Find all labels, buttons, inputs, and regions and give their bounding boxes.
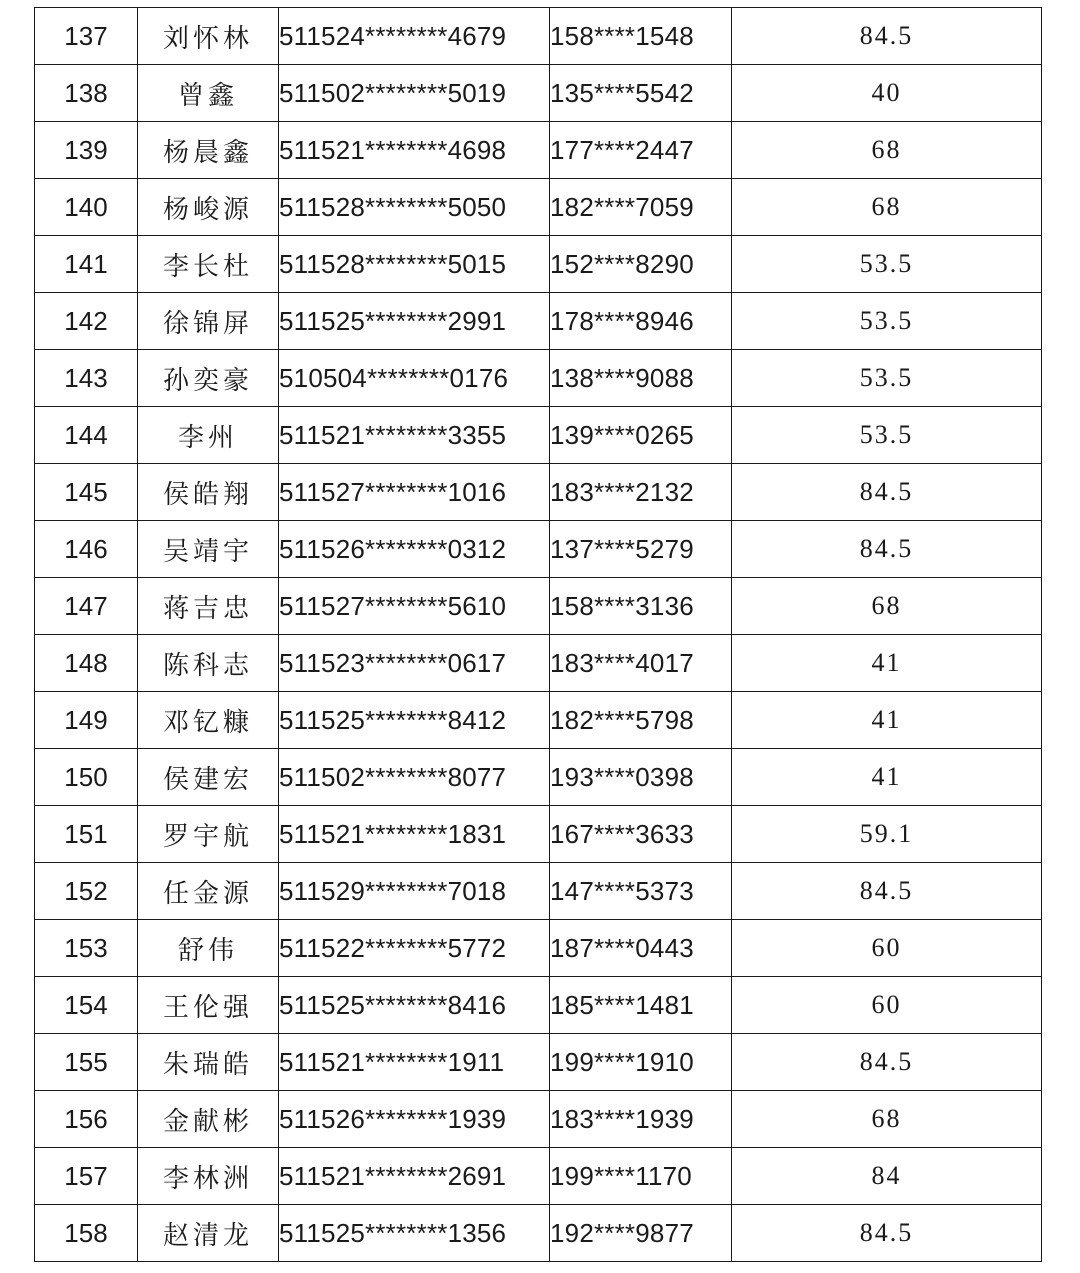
table-row [35,122,1042,179]
phone-number-cell: 193****0398 [550,749,732,806]
id-number-cell: 511526********1939 [279,1091,550,1148]
name-cell: 金献彬 [138,1091,279,1148]
name-cell: 侯皓翔 [138,464,279,521]
table-row [35,65,1042,122]
row-number-cell: 142 [35,293,138,350]
row-number-cell: 155 [35,1034,138,1091]
table-row [35,749,1042,806]
name-cell: 杨峻源 [138,179,279,236]
score-cell: 84.5 [732,1034,1042,1091]
id-number-cell: 511529********7018 [279,863,550,920]
id-number-cell: 511527********1016 [279,464,550,521]
name-cell: 徐锦屏 [138,293,279,350]
table-row [35,977,1042,1034]
row-number-cell: 153 [35,920,138,977]
phone-number-cell: 177****2447 [550,122,732,179]
table-row [35,521,1042,578]
row-number-cell: 149 [35,692,138,749]
name-cell: 李林洲 [138,1148,279,1205]
id-number-cell: 510504********0176 [279,350,550,407]
table-row [35,293,1042,350]
table-row [35,578,1042,635]
score-cell: 41 [732,692,1042,749]
phone-number-cell: 183****1939 [550,1091,732,1148]
row-number-cell: 158 [35,1205,138,1262]
phone-number-cell: 192****9877 [550,1205,732,1262]
score-cell: 53.5 [732,293,1042,350]
phone-number-cell: 183****2132 [550,464,732,521]
id-number-cell: 511521********3355 [279,407,550,464]
phone-number-cell: 139****0265 [550,407,732,464]
table-row [35,236,1042,293]
name-cell: 舒伟 [138,920,279,977]
table-row [35,179,1042,236]
id-number-cell: 511502********8077 [279,749,550,806]
name-cell: 王伦强 [138,977,279,1034]
name-cell: 赵清龙 [138,1205,279,1262]
row-number-cell: 138 [35,65,138,122]
id-number-cell: 511526********0312 [279,521,550,578]
score-cell: 84.5 [732,863,1042,920]
row-number-cell: 154 [35,977,138,1034]
table-row [35,806,1042,863]
row-number-cell: 144 [35,407,138,464]
score-cell: 41 [732,635,1042,692]
row-number-cell: 140 [35,179,138,236]
row-number-cell: 157 [35,1148,138,1205]
score-cell: 53.5 [732,236,1042,293]
phone-number-cell: 138****9088 [550,350,732,407]
id-number-cell: 511525********8412 [279,692,550,749]
name-cell: 孙奕豪 [138,350,279,407]
row-number-cell: 148 [35,635,138,692]
name-cell: 侯建宏 [138,749,279,806]
id-number-cell: 511522********5772 [279,920,550,977]
table-row [35,1205,1042,1262]
name-cell: 曾鑫 [138,65,279,122]
id-number-cell: 511521********2691 [279,1148,550,1205]
id-number-cell: 511528********5050 [279,179,550,236]
score-cell: 84 [732,1148,1042,1205]
table-row [35,863,1042,920]
score-cell: 68 [732,1091,1042,1148]
row-number-cell: 150 [35,749,138,806]
table-row [35,1091,1042,1148]
id-number-cell: 511525********2991 [279,293,550,350]
phone-number-cell: 199****1170 [550,1148,732,1205]
roster-table-body [35,8,1042,1262]
id-number-cell: 511527********5610 [279,578,550,635]
name-cell: 李长杜 [138,236,279,293]
name-cell: 李州 [138,407,279,464]
table-row [35,692,1042,749]
score-cell: 68 [732,122,1042,179]
table-row [35,350,1042,407]
id-number-cell: 511525********1356 [279,1205,550,1262]
phone-number-cell: 183****4017 [550,635,732,692]
table-row [35,1034,1042,1091]
id-number-cell: 511521********1911 [279,1034,550,1091]
row-number-cell: 156 [35,1091,138,1148]
score-cell: 53.5 [732,350,1042,407]
phone-number-cell: 158****3136 [550,578,732,635]
table-row [35,635,1042,692]
phone-number-cell: 199****1910 [550,1034,732,1091]
name-cell: 朱瑞皓 [138,1034,279,1091]
phone-number-cell: 147****5373 [550,863,732,920]
id-number-cell: 511528********5015 [279,236,550,293]
table-row [35,464,1042,521]
score-cell: 40 [732,65,1042,122]
phone-number-cell: 135****5542 [550,65,732,122]
table-row [35,920,1042,977]
table-row [35,8,1042,65]
score-cell: 68 [732,179,1042,236]
row-number-cell: 141 [35,236,138,293]
name-cell: 刘怀林 [138,8,279,65]
score-cell: 84.5 [732,8,1042,65]
score-cell: 41 [732,749,1042,806]
phone-number-cell: 182****7059 [550,179,732,236]
phone-number-cell: 158****1548 [550,8,732,65]
score-cell: 84.5 [732,521,1042,578]
id-number-cell: 511502********5019 [279,65,550,122]
id-number-cell: 511525********8416 [279,977,550,1034]
id-number-cell: 511521********1831 [279,806,550,863]
table-row [35,407,1042,464]
name-cell: 陈科志 [138,635,279,692]
row-number-cell: 139 [35,122,138,179]
phone-number-cell: 167****3633 [550,806,732,863]
id-number-cell: 511521********4698 [279,122,550,179]
row-number-cell: 137 [35,8,138,65]
row-number-cell: 145 [35,464,138,521]
score-cell: 60 [732,977,1042,1034]
score-cell: 84.5 [732,1205,1042,1262]
score-cell: 84.5 [732,464,1042,521]
score-cell: 60 [732,920,1042,977]
phone-number-cell: 187****0443 [550,920,732,977]
row-number-cell: 147 [35,578,138,635]
roster-table [34,7,1042,1262]
table-row [35,1148,1042,1205]
phone-number-cell: 152****8290 [550,236,732,293]
phone-number-cell: 182****5798 [550,692,732,749]
name-cell: 杨晨鑫 [138,122,279,179]
row-number-cell: 143 [35,350,138,407]
score-cell: 53.5 [732,407,1042,464]
score-cell: 59.1 [732,806,1042,863]
name-cell: 邓钇糠 [138,692,279,749]
score-cell: 68 [732,578,1042,635]
name-cell: 吴靖宇 [138,521,279,578]
roster-sheet [34,7,1041,1262]
id-number-cell: 511523********0617 [279,635,550,692]
row-number-cell: 152 [35,863,138,920]
phone-number-cell: 137****5279 [550,521,732,578]
phone-number-cell: 185****1481 [550,977,732,1034]
name-cell: 罗宇航 [138,806,279,863]
name-cell: 蒋吉忠 [138,578,279,635]
phone-number-cell: 178****8946 [550,293,732,350]
name-cell: 任金源 [138,863,279,920]
row-number-cell: 146 [35,521,138,578]
id-number-cell: 511524********4679 [279,8,550,65]
row-number-cell: 151 [35,806,138,863]
